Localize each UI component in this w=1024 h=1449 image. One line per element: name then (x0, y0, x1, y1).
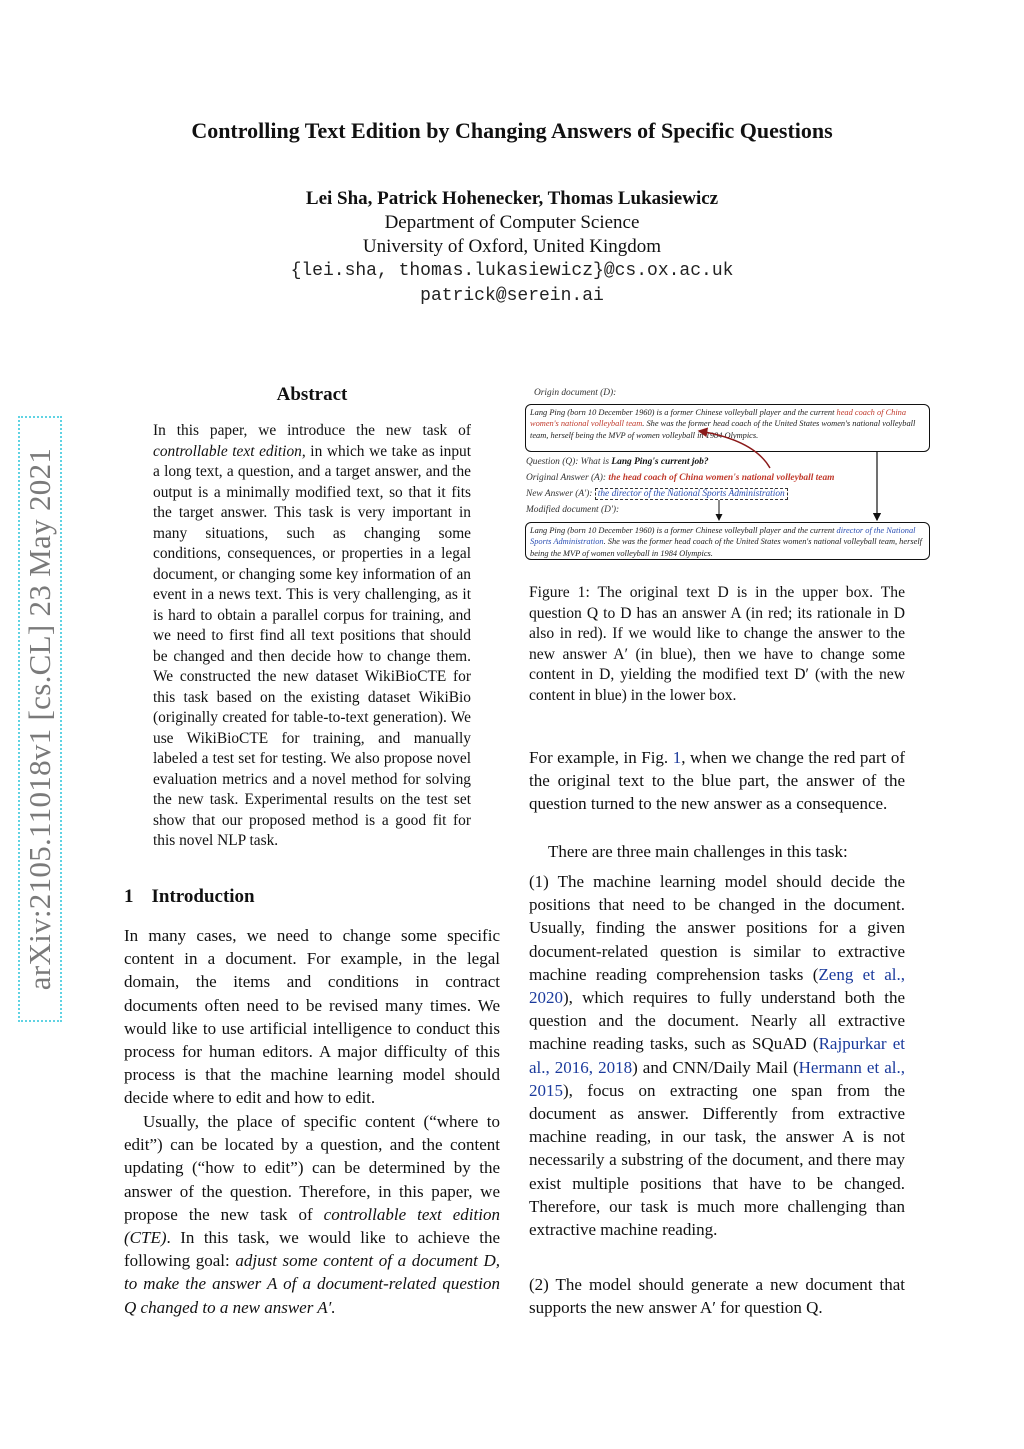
right-paragraph-1: For example, in Fig. 1, when we change the red part of the original text to the blue part, the answer of the question turned to the new answer as a consequence. (529, 748, 905, 814)
figure-modified-answer-span: director of the National Sports Administration (530, 526, 916, 547)
right-paragraph-3: (1) The machine learning model should decide the positions that need to be changed in the document. Usually, finding the answer positions for a given document-related question is similar to extractive machine reading comprehension tasks (Zeng et al., 2020), which requires to fully understand both the question and the document. Nearly all extractive machine reading tasks, such as SQuAD (Rajpurkar et al., 2016, 2018) and CNN/Daily Mail (Hermann et al., 2015), focus on extracting one span from the document as answer. Differently from extractive machine reading, in our task, the answer A is not necessarily a substring of the document, and there may exist multiple positions that have to be changed. Therefore, our task is much more challenging than extractive machine reading. (529, 872, 906, 1240)
affiliation-department: Department of Computer Science (384, 212, 640, 233)
affiliation-university: University of Oxford, United Kingdom (362, 236, 662, 257)
figure-arrows (524, 388, 930, 568)
figure-reference-link[interactable]: 1 (672, 748, 682, 767)
section-heading-introduction: 1 Introduction (124, 886, 255, 907)
figure-question: Question (Q): What is Lang Ping's current job? (526, 457, 709, 467)
citation-rajpurkar[interactable]: Rajpurkar et al., 2016, 2018 (529, 1034, 906, 1077)
right-paragraph-4: (2) The model should generate a new document that supports the new answer A′ for question Q. (529, 1275, 905, 1318)
author-email-1[interactable]: {lei.sha, thomas.lukasiewicz}@cs.ox.ac.uk (290, 261, 734, 281)
arxiv-identifier-stamp[interactable]: arXiv:2105.11018v1 [cs.CL] 23 May 2021 (18, 416, 62, 1022)
figure-1 (524, 388, 930, 568)
abstract-text: In this paper, we introduce the new task of controllable text edition, in which we take as input a long text, a question, and a target answer, and the output is a minimally modified text, so that it fits the target answer. This task is very important in many situations, such as changing some conditions, consequences, or properties in a legal document, or changing some key information of an event in a news text. This is very challenging, as it is hard to obtain a parallel corpus for training, and we need to first find all text positions that should be changed and then decide how to change them. We constructed the new dataset WikiBioCTE for this task based on the existing dataset WikiBio (originally created for table-to-text generation). We use WikiBioCTE for training, and manually labeled a test set for testing. We also propose novel evaluation metrics and a novel method for solving the new task. Experimental results on the test set show that our proposed method is a good fit for this novel NLP task. (153, 422, 471, 849)
figure-modified-label: Modified document (D'): (526, 505, 620, 515)
citation-hermann-2015[interactable]: Hermann et al., 2015 (529, 1057, 905, 1100)
figure-new-answer: New Answer (A'): the director of the National Sports Administration (526, 489, 788, 499)
figure-origin-document-box: Lang Ping (born 10 December 1960) is a former Chinese volleyball player and the current head coach of China women's national volleyball team. She was the former head coach of the United States women's national volleyball team, herself being the MVP of women volleyball in 1984 Olympics. (525, 404, 930, 452)
intro-paragraph-2: Usually, the place of specific content (“where to edit”) can be located by a question, and the content updating (“how to edit”) can be determined by the answer of the question. Therefore, in this paper, we propose the new task of controllable text edition (CTE). In this task, we would like to achieve the following goal: adjust some content of a document D, to make the answer A of a document-related question Q changed to a new answer A′. (124, 1112, 500, 1317)
figure-origin-answer-span: head coach of China women's national volleyball team (530, 408, 907, 429)
citation-zeng-2020[interactable]: Zeng et al., 2020 (529, 964, 906, 1008)
figure-1-caption: Figure 1: The original text D is in the upper box. The question Q to D has an answer A (in red; its rationale in D also in red). If we would like to change the answer to the new answer A′ (in blue), then we have to change some content in D, yielding the modified text D′ (with the new content in blue) in the lower box. (529, 584, 905, 704)
abstract-heading: Abstract (276, 384, 348, 405)
intro-paragraph-1: In many cases, we need to change some specific content in a document. For example, in the legal domain, the items and conditions in contract documents often need to be revised many times. We would like to use artificial intelligence to conduct this process for human editors. A major difficulty of this process is that the machine learning model should decide where to edit and how to edit. (124, 926, 500, 1108)
figure-modified-document-box: Lang Ping (born 10 December 1960) is a former Chinese volleyball player and the current director of the National Sports Administration. She was the former head coach of the United States women's national volleyball team, herself being the MVP of women volleyball in 1984 Olympics. (525, 522, 930, 560)
author-email-2[interactable]: patrick@serein.ai (420, 286, 604, 306)
author-list: Lei Sha, Patrick Hohenecker, Thomas Lukasiewicz (305, 188, 719, 209)
paper-title: Controlling Text Edition by Changing Answers of Specific Questions (191, 118, 833, 143)
figure-original-answer: Original Answer (A): the head coach of China women's national volleyball team (526, 473, 835, 483)
right-paragraph-2: There are three main challenges in this task: (548, 842, 848, 861)
figure-origin-label: Origin document (D): (534, 388, 617, 398)
